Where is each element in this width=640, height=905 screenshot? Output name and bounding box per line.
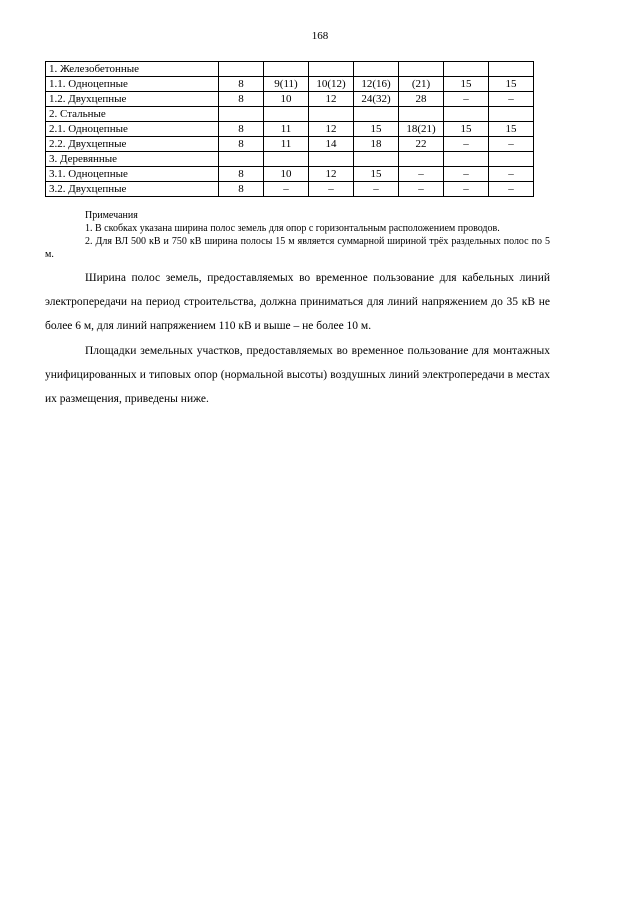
table-cell [444,62,489,77]
row-label: 2. Стальные [46,107,219,122]
table-cell [264,62,309,77]
row-label: 1. Железобетонные [46,62,219,77]
notes-block [45,209,550,261]
table-cell: 14 [309,137,354,152]
table-section-row [46,62,534,77]
table-cell: – [264,182,309,197]
table-cell [489,152,534,167]
table-cell: 8 [219,77,264,92]
table-cell [309,107,354,122]
paragraph-sites: Площадки земельных участков, предоставляемых во временное пользование для монтажных унифицированных и типовых опор (нормальной высоты) воздушных линий электропередачи в местах их размещения, приведены ниже. [45,345,550,405]
table-cell: 28 [399,92,444,107]
table-cell [354,107,399,122]
table-section-row [46,107,534,122]
table-cell: 12 [309,92,354,107]
table-cell: 15 [444,77,489,92]
table-cell: 15 [444,122,489,137]
row-label: 2.2. Двухцепные [46,137,219,152]
note-item-1: 1. В скобках указана ширина полос земель для опор с горизонтальным расположением проводов. [85,223,500,234]
table-cell [354,62,399,77]
table-cell: 12 [309,122,354,137]
table-cell: – [399,182,444,197]
table-cell: 22 [399,137,444,152]
table-cell: 8 [219,137,264,152]
table-cell [219,62,264,77]
table-cell [219,107,264,122]
table-cell: 11 [264,122,309,137]
row-label: 2.1. Одноцепные [46,122,219,137]
row-label: 1.2. Двухцепные [46,92,219,107]
table-cell: 10 [264,92,309,107]
table-cell: – [309,182,354,197]
table-cell: – [354,182,399,197]
land-width-table [45,61,534,197]
table-cell: 15 [489,122,534,137]
table-cell [309,62,354,77]
row-label: 3.1. Одноцепные [46,167,219,182]
table-cell: – [489,167,534,182]
table-section-row [46,152,534,167]
table-cell: 8 [219,167,264,182]
row-label: 1.1. Одноцепные [46,77,219,92]
table-cell: 12 [309,167,354,182]
table-cell: 18(21) [399,122,444,137]
table-cell: – [489,92,534,107]
table-cell: 24(32) [354,92,399,107]
table-row [46,77,534,92]
table-cell [489,107,534,122]
row-label: 3.2. Двухцепные [46,182,219,197]
table-cell [444,152,489,167]
table-cell: 12(16) [354,77,399,92]
row-label: 3. Деревянные [46,152,219,167]
table-cell [399,107,444,122]
table-cell: 15 [489,77,534,92]
table-cell [399,152,444,167]
table-cell: – [444,137,489,152]
table-cell [399,62,444,77]
table-row [46,92,534,107]
table-cell [444,107,489,122]
table-cell: – [444,182,489,197]
table-cell: 8 [219,122,264,137]
table-cell: – [444,167,489,182]
table-cell: – [489,182,534,197]
table-cell: 8 [219,182,264,197]
table-row [46,182,534,197]
notes-title: Примечания [85,210,138,221]
table-cell [264,107,309,122]
table-cell: 11 [264,137,309,152]
table-cell [219,152,264,167]
table-cell: 15 [354,122,399,137]
table-cell: 9(11) [264,77,309,92]
table-cell: (21) [399,77,444,92]
note-item-2: 2. Для ВЛ 500 кВ и 750 кВ ширина полосы 15 м является суммарной шириной трёх раздельных полос по 5 м. [45,236,550,260]
table-cell: – [399,167,444,182]
table-cell: 10(12) [309,77,354,92]
table-row [46,122,534,137]
table-cell [309,152,354,167]
table-cell: 8 [219,92,264,107]
table-row [46,167,534,182]
paragraph-cable-lines: Ширина полос земель, предоставляемых во временное пользование для кабельных линий электропередачи на период строительства, должна приниматься для линий напряжением до 35 кВ не более 6 м, для линий напряжением 110 кВ и выше – не более 10 м. [45,272,550,332]
table-cell: 15 [354,167,399,182]
table-cell [489,62,534,77]
table-cell [264,152,309,167]
table-cell [354,152,399,167]
table-cell: – [444,92,489,107]
table-row [46,137,534,152]
page-number: 168 [311,30,329,42]
table-cell: – [489,137,534,152]
table-cell: 18 [354,137,399,152]
table-cell: 10 [264,167,309,182]
